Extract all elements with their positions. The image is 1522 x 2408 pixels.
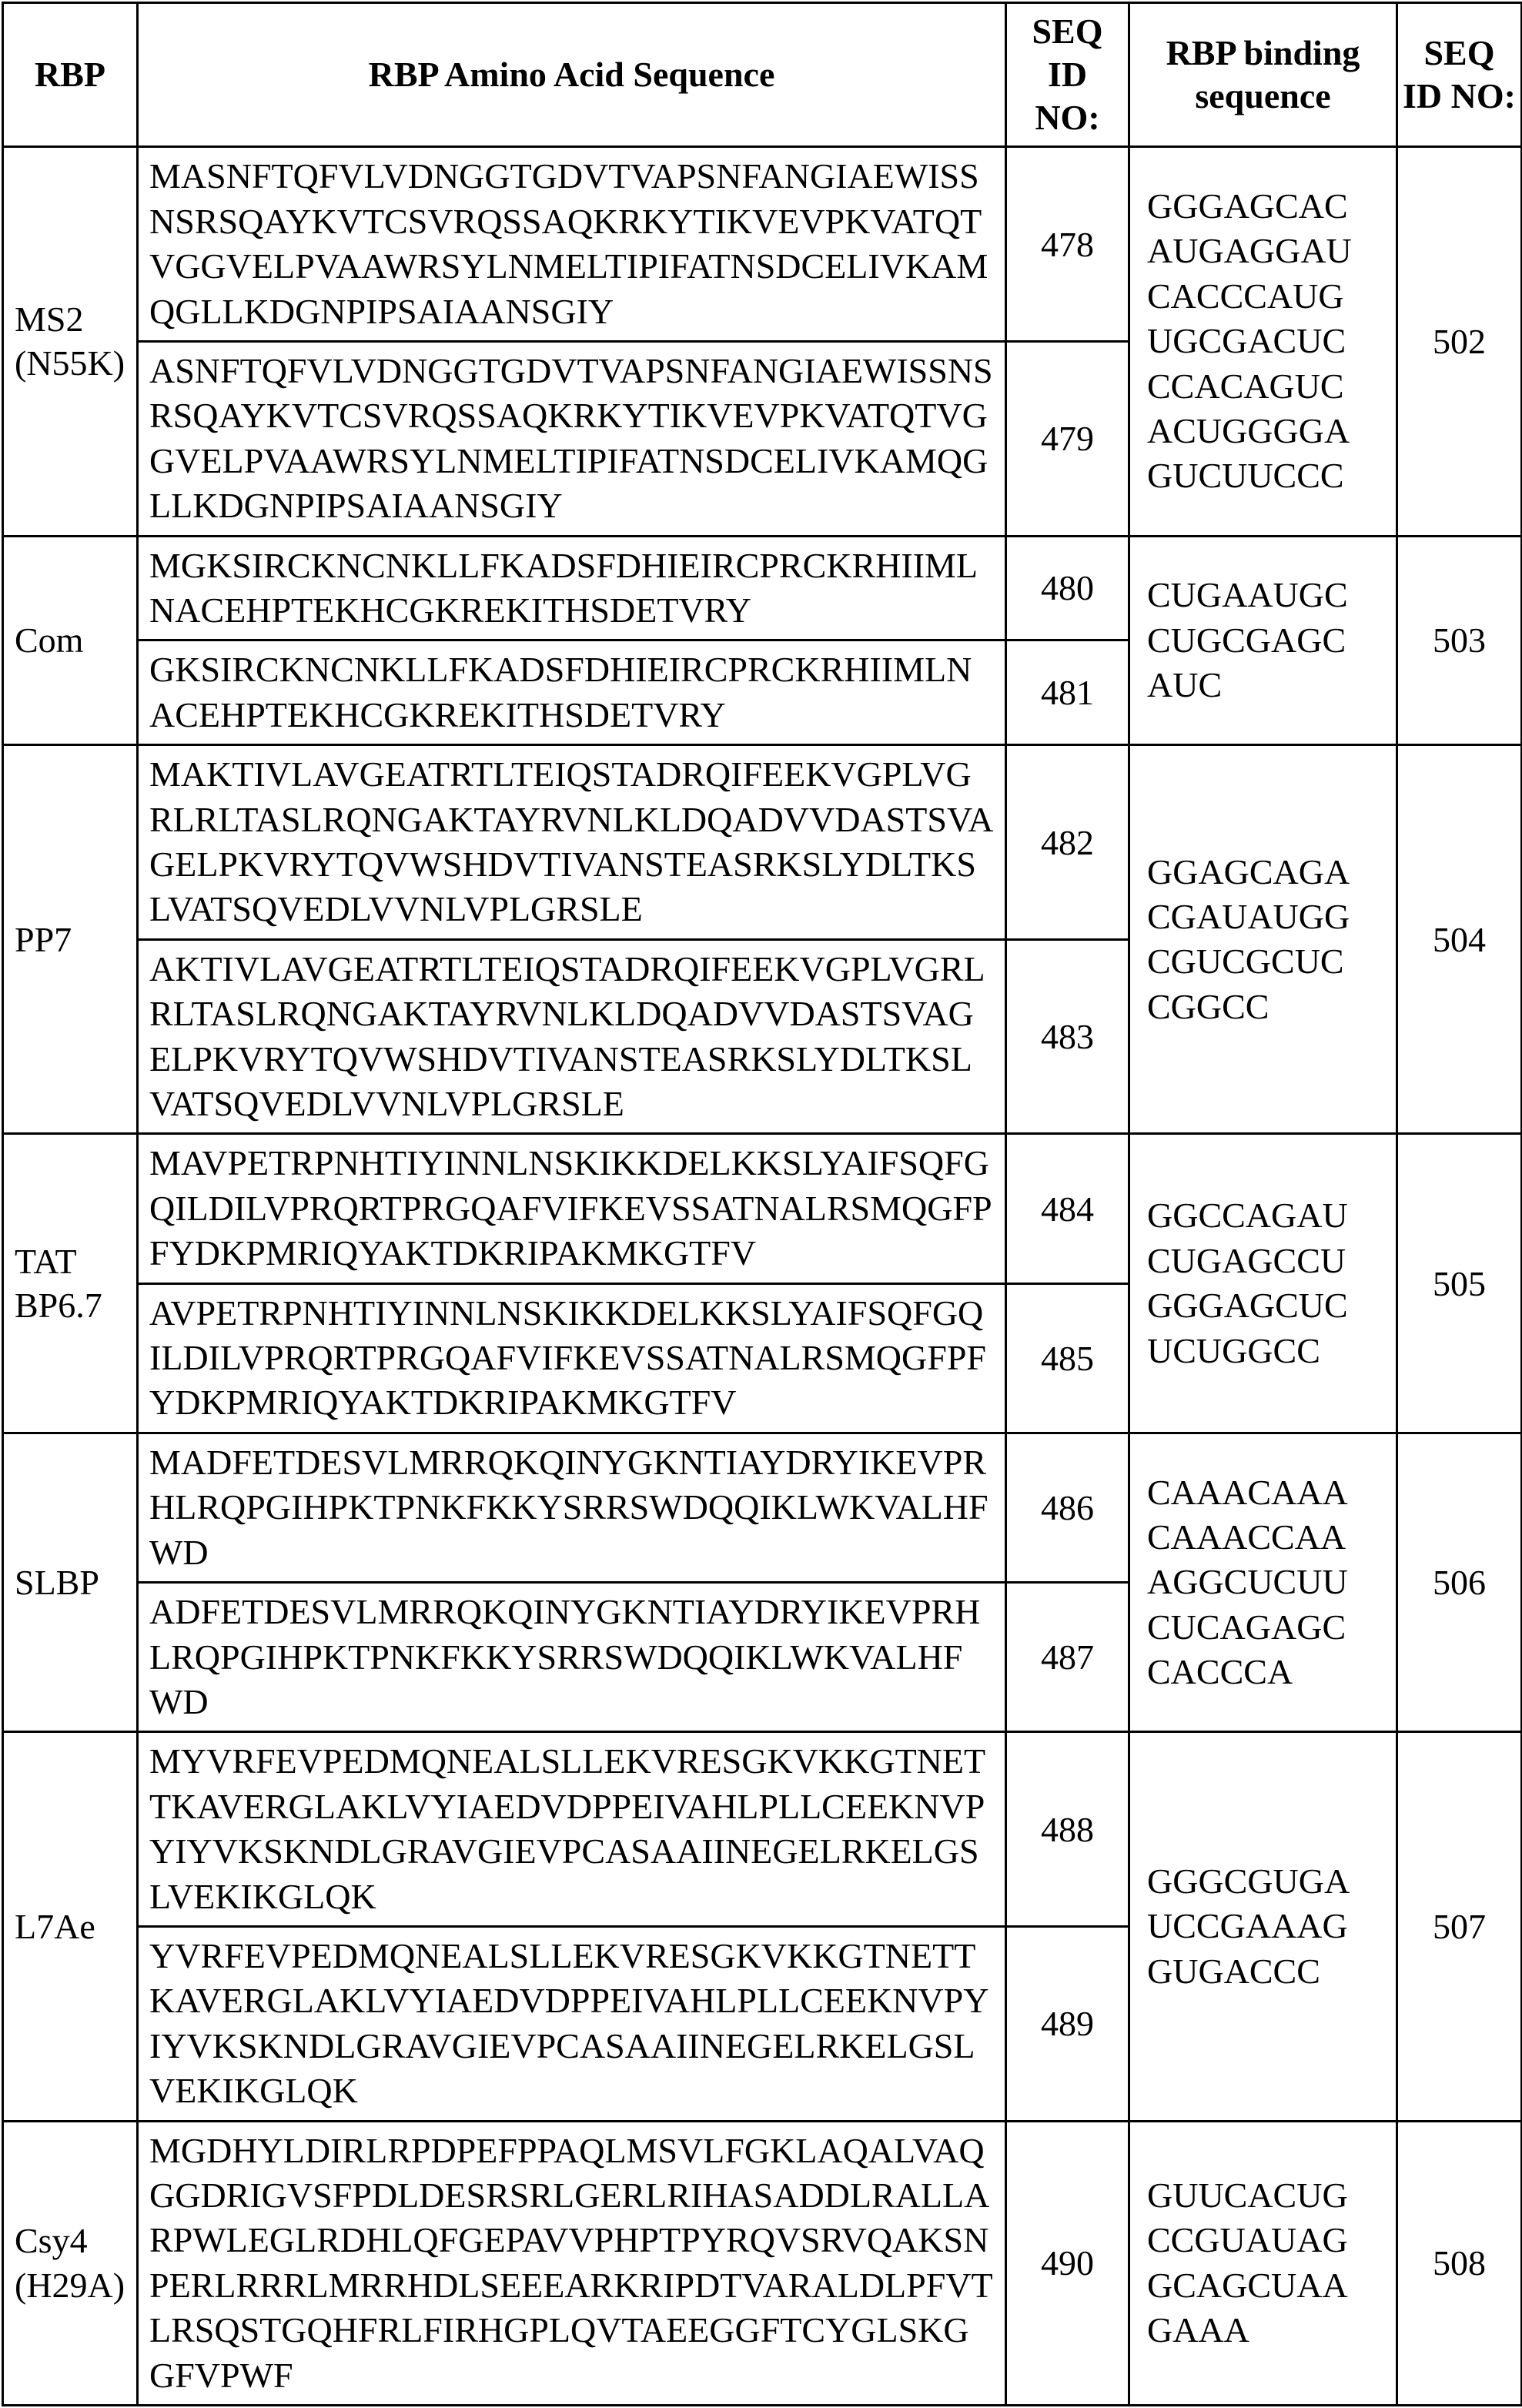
rbp-name-cell: Com — [3, 536, 138, 745]
seq-id-cell: 482 — [1006, 745, 1129, 940]
binding-sequence-cell: GGAGCAGACGAUAUGGCGUCGCUCCGGCC — [1129, 745, 1397, 1134]
header-row — [3, 3, 1522, 147]
amino-acid-sequence-cell: ADFETDESVLMRRQKQINYGKNTIAYDRYIKEVPRHLRQPGIHPKTPNKFKKYSRRSWDQQIKLWKVALHFWD — [138, 1583, 1006, 1732]
binding-seq-id-cell: 504 — [1397, 745, 1522, 1134]
binding-seq-id-cell: 506 — [1397, 1433, 1522, 1731]
seq-id-cell: 489 — [1006, 1926, 1129, 2121]
amino-acid-sequence-cell: AKTIVLAVGEATRTLTEIQSTADRQIFEEKVGPLVGRLRLTASLRQNGAKTAYRVNLKLDQADVVDASTSVAGELPKVRYTQVWSHDVTIVANSTEASRKSLYDLTKSLVATSQVEDLVVNLVPLGRSLE — [138, 939, 1006, 1134]
amino-acid-sequence-cell: GKSIRCKNCNKLLFKADSFDHIEIRCPRCKRHIIMLNACEHPTEKHCGKREKITHSDETVRY — [138, 640, 1006, 745]
column-header-binding-seq-id: SEQ ID NO: — [1397, 3, 1522, 147]
seq-id-cell: 487 — [1006, 1583, 1129, 1732]
amino-acid-sequence-cell: ASNFTQFVLVDNGGTGDVTVAPSNFANGIAEWISSNSRSQAYKVTCSVRQSSAQKRKYTIKVEVPKVATQTVGGVELPVAAWRSYLNMELTIPIFATNSDCELIVKAMQGLLKDGNPIPSAIAANSGIY — [138, 341, 1006, 536]
seq-id-cell: 480 — [1006, 536, 1129, 640]
amino-acid-sequence-cell: MADFETDESVLMRRQKQINYGKNTIAYDRYIKEVPRHLRQPGIHPKTPNKFKKYSRRSWDQQIKLWKVALHFWD — [138, 1433, 1006, 1582]
rbp-name-cell: L7Ae — [3, 1732, 138, 2121]
rbp-name-cell: MS2 (N55K) — [3, 147, 138, 536]
amino-acid-sequence-cell: MAKTIVLAVGEATRTLTEIQSTADRQIFEEKVGPLVGRLRLTASLRQNGAKTAYRVNLKLDQADVVDASTSVAGELPKVRYTQVWSHDVTIVANSTEASRKSLYDLTKSLVATSQVEDLVVNLVPLGRSLE — [138, 745, 1006, 940]
column-header-amino-acid-sequence: RBP Amino Acid Sequence — [138, 3, 1006, 147]
table-row — [3, 1732, 1522, 1927]
table-row — [3, 536, 1522, 640]
column-header-rbp: RBP — [3, 3, 138, 147]
amino-acid-sequence-cell: MGKSIRCKNCNKLLFKADSFDHIEIRCPRCKRHIIMLNACEHPTEKHCGKREKITHSDETVRY — [138, 536, 1006, 640]
rbp-sequence-table — [2, 2, 1522, 2406]
binding-sequence-cell: GGCCAGAUCUGAGCCUGGGAGCUCUCUGGCC — [1129, 1134, 1397, 1433]
table-row — [3, 147, 1522, 342]
seq-id-cell: 485 — [1006, 1283, 1129, 1433]
binding-sequence-cell: GGGCGUGAUCCGAAAGGUGACCC — [1129, 1732, 1397, 2121]
seq-id-cell: 486 — [1006, 1433, 1129, 1582]
binding-seq-id-cell: 507 — [1397, 1732, 1522, 2121]
seq-id-cell: 488 — [1006, 1732, 1129, 1927]
seq-id-cell: 478 — [1006, 147, 1129, 342]
rbp-name-cell: PP7 — [3, 745, 138, 1134]
binding-sequence-cell: GGGAGCACAUGAGGAUCACCCAUGUGCGACUCCCACAGUCACUGGGGAGUCUUCCC — [1129, 147, 1397, 536]
amino-acid-sequence-cell: MYVRFEVPEDMQNEALSLLEKVRESGKVKKGTNETTKAVERGLAKLVYIAEDVDPPEIVAHLPLLCEEKNVPYIYVKSKNDLGRAVGIEVPCASAAIINEGELRKELGSLVEKIKGLQK — [138, 1732, 1006, 1927]
seq-id-cell: 479 — [1006, 341, 1129, 536]
rbp-name-cell: Csy4 (H29A) — [3, 2121, 138, 2405]
table-row — [3, 745, 1522, 940]
rbp-name-cell: TAT BP6.7 — [3, 1134, 138, 1433]
column-header-binding-sequence: RBP binding sequence — [1129, 3, 1397, 147]
binding-sequence-cell: GUUCACUGCCGUAUAGGCAGCUAAGAAA — [1129, 2121, 1397, 2405]
column-header-seq-id: SEQ ID NO: — [1006, 3, 1129, 147]
amino-acid-sequence-cell: YVRFEVPEDMQNEALSLLEKVRESGKVKKGTNETTKAVERGLAKLVYIAEDVDPPEIVAHLPLLCEEKNVPYIYVKSKNDLGRAVGIEVPCASAAIINEGELRKELGSLVEKIKGLQK — [138, 1926, 1006, 2121]
amino-acid-sequence-cell: AVPETRPNHTIYINNLNSKIKKDELKKSLYAIFSQFGQILDILVPRQRTPRGQAFVIFKEVSSATNALRSMQGFPFYDKPMRIQYAKTDKRIPAKMKGTFV — [138, 1283, 1006, 1433]
binding-seq-id-cell: 508 — [1397, 2121, 1522, 2405]
table-row — [3, 2121, 1522, 2405]
amino-acid-sequence-cell: MASNFTQFVLVDNGGTGDVTVAPSNFANGIAEWISSNSRSQAYKVTCSVRQSSAQKRKYTIKVEVPKVATQTVGGVELPVAAWRSYLNMELTIPIFATNSDCELIVKAMQGLLKDGNPIPSAIAANSGIY — [138, 147, 1006, 342]
binding-sequence-cell: CUGAAUGCCUGCGAGCAUC — [1129, 536, 1397, 745]
seq-id-cell: 490 — [1006, 2121, 1129, 2405]
rbp-name-cell: SLBP — [3, 1433, 138, 1731]
seq-id-cell: 483 — [1006, 939, 1129, 1134]
seq-id-cell: 481 — [1006, 640, 1129, 745]
binding-seq-id-cell: 505 — [1397, 1134, 1522, 1433]
table-row — [3, 1134, 1522, 1283]
table-row — [3, 1433, 1522, 1582]
amino-acid-sequence-cell: MGDHYLDIRLRPDPEFPPAQLMSVLFGKLAQALVAQGGDRIGVSFPDLDESRSRLGERLRIHASADDLRALLARPWLEGLRDHLQFGEPAVVPHPTPYRQVSRVQAKSNPERLRRRLMRRHDLSEEEARKRIPDTVARALDLPFVTLRSQSTGQHFRLFIRHGPLQVTAEEGGFTCYGLSKGGFVPWF — [138, 2121, 1006, 2405]
seq-id-cell: 484 — [1006, 1134, 1129, 1283]
binding-seq-id-cell: 502 — [1397, 147, 1522, 536]
binding-sequence-cell: CAAACAAACAAACCAAAGGCUCUUCUCAGAGCCACCCA — [1129, 1433, 1397, 1731]
amino-acid-sequence-cell: MAVPETRPNHTIYINNLNSKIKKDELKKSLYAIFSQFGQILDILVPRQRTPRGQAFVIFKEVSSATNALRSMQGFPFYDKPMRIQYAKTDKRIPAKMKGTFV — [138, 1134, 1006, 1283]
binding-seq-id-cell: 503 — [1397, 536, 1522, 745]
